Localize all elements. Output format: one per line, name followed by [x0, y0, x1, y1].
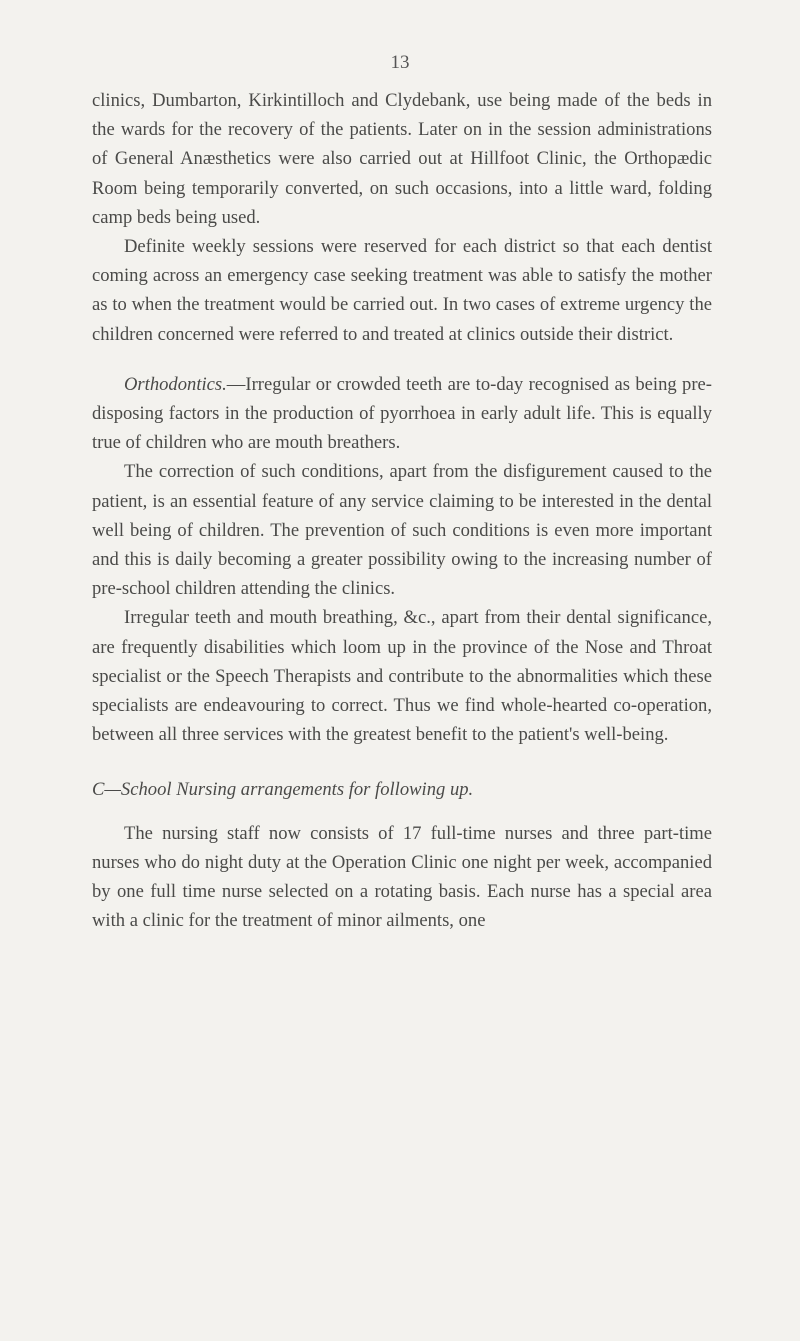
paragraph-nursing-staff: The nursing staff now consists of 17 full-time nurses and three part-time nurses who do night duty at the Operation Clinic one night per week, accompanied by one full time nurse selected on a rotating basis. Each nurse has a special area with a clinic for the treatment of minor ailments, one [92, 822, 712, 932]
paragraph-weekly-sessions: Definite weekly sessions were reserved for each district so that each dentist coming across an emergency case seeking treatment was able to satisfy the mother as to when the treatment would be carried out. In two cases of extreme urgency the children concerned were referred to and treated at clinics outside their district. [92, 236, 712, 345]
orthodontics-heading: Orthodontics. [124, 373, 227, 395]
paragraph-orthodontics [92, 370, 712, 458]
page-number: 13 [390, 52, 410, 73]
section-heading-school-nursing: C—School Nursing arrangements for following up. [92, 779, 474, 801]
paragraph-continued: clinics, Dumbarton, Kirkintilloch and Clydebank, use being made of the beds in the wards for the recovery of the patients. Later on in the session administrations of General Anæsthetics were also carried out at Hillfoot Clinic, the Orthopædic Room being temporarily converted, on such occasions, into a little ward, folding camp beds being used. [92, 90, 712, 228]
paragraph-correction: The correction of such conditions, apart from the disfigurement caused to the patient, is an essential feature of any service claiming to be interested in the dental well being of children. The prevention of such conditions is even more important and this is daily becoming a greater possibility owing to the increasing number of pre-school children attending the clinics. [92, 461, 712, 600]
paragraph-irregular-teeth: Irregular teeth and mouth breathing, &c., apart from their dental significance, are frequently disabilities which loom up in the province of the Nose and Throat specialist or the Speech Therapists and contribute to the abnormalities which these specialists are endeavouring to correct. Thus we find whole-hearted co-operation, between all three services with the greatest benefit to the patient's well-being. [92, 607, 712, 746]
orthodontics-text: —Irregular or crowded teeth are to-day recognised as being pre-disposing factors in the production of pyorrhoea in early adult life. This is equally true of children who are mouth breathers. [92, 373, 712, 454]
body-text [92, 86, 712, 935]
